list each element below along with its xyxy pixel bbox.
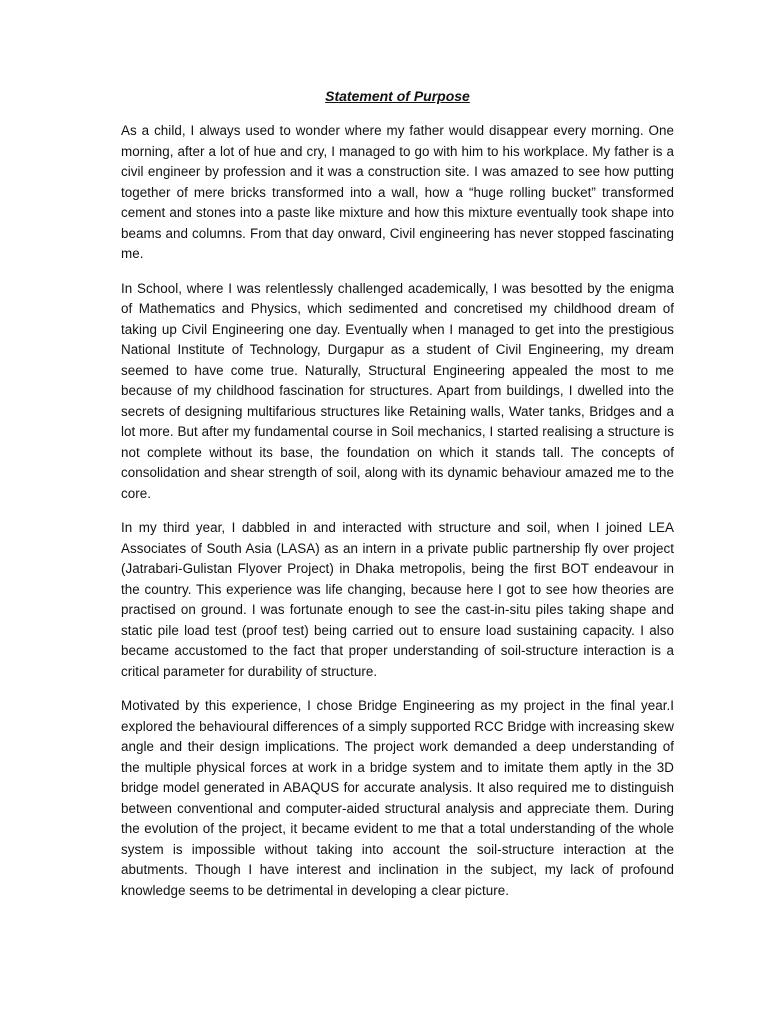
- paragraph-school: In School, where I was relentlessly challenged academically, I was besotted by the enigma of Mathematics and Physics, which sedimented and concretised my childhood dream of taking up Civil Engineering one day. Eventually when I managed to get into the prestigious National Institute of Technology, Durgapur as a student of Civil Engineering, my dream seemed to have come true. Naturally, Structural Engineering appealed the most to me because of my childhood fascination for structures. Apart from buildings, I dwelled into the secrets of designing multifarious structures like Retaining walls, Water tanks, Bridges and a lot more. But after my fundamental course in Soil mechanics, I started realising a structure is not complete without its base, the foundation on which it stands tall. The concepts of consolidation and shear strength of soil, along with its dynamic behaviour amazed me to the core.: [121, 280, 674, 501]
- document-page: [121, 86, 674, 915]
- document-title: Statement of Purpose: [325, 88, 470, 104]
- paragraph-internship: In my third year, I dabbled in and interacted with structure and soil, when I joined LEA Associates of South Asia (LASA) as an intern in a private public partnership fly over project (Jatrabari-Gulistan Flyover Project) in Dhaka metropolis, being the first BOT endeavour in the country. This experience was life changing, because here I got to see how theories are practised on ground. I was fortunate enough to see the cast-in-situ piles taking shape and static pile load test (proof test) being carried out to ensure load sustaining capacity. I also became accustomed to the fact that proper understanding of soil-structure interaction is a critical parameter for durability of structure.: [121, 520, 674, 679]
- paragraph-childhood: As a child, I always used to wonder where my father would disappear every morning. One morning, after a lot of hue and cry, I managed to go with him to his workplace. My father is a civil engineer by profession and it was a construction site. I was amazed to see how putting together of mere bricks transformed into a wall, how a “huge rolling bucket” transformed cement and stones into a paste like mixture and how this mixture eventually took shape into beams and columns. From that day onward, Civil engineering has never stopped fascinating me.: [121, 123, 674, 261]
- paragraph-final-year-project: Motivated by this experience, I chose Bridge Engineering as my project in the final year.I explored the behavioural differences of a simply supported RCC Bridge with increasing skew angle and their design implications. The project work demanded a deep understanding of the multiple physical forces at work in a bridge system and to imitate them aptly in the 3D bridge model generated in ABAQUS for accurate analysis. It also required me to distinguish between conventional and computer-aided structural analysis and appreciate them. During the evolution of the project, it became evident to me that a total understanding of the whole system is impossible without taking into account the soil-structure interaction at the abutments. Though I have interest and inclination in the subject, my lack of profound knowledge seems to be detrimental in developing a clear picture.: [121, 698, 674, 898]
